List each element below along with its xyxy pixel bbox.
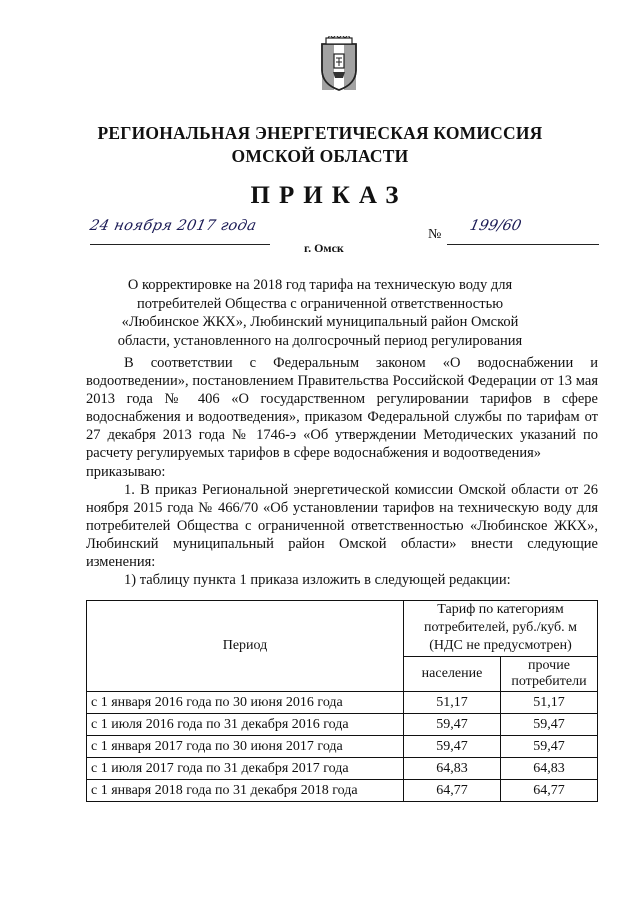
table-row — [87, 758, 598, 780]
document-type-title: ПРИКАЗ — [250, 182, 408, 209]
period-cell: с 1 января 2016 года по 30 июня 2016 года — [87, 692, 404, 714]
organization-name-line1: РЕГИОНАЛЬНАЯ ЭНЕРГЕТИЧЕСКАЯ КОМИССИЯ — [97, 123, 543, 143]
other-tariff-cell: 59,47 — [501, 736, 598, 758]
header-period: Период — [87, 601, 404, 692]
number-sign: № — [428, 227, 442, 242]
population-tariff-cell: 51,17 — [404, 692, 501, 714]
handwritten-date: 24 ноября 2017 года — [88, 218, 258, 234]
clause-1-paragraph: 1. В приказ Региональной энергетической комиссии Омской области от 26 ноября 2015 года № 466/70 «Об установлении тарифов на техническую воду для потребителей Общества с ограниченной ответственностью «Любинское ЖКХ», Любинский муниципальный район Омской области» внести следующие изменения: — [86, 481, 598, 571]
population-tariff-cell: 59,47 — [404, 736, 501, 758]
coat-of-arms-emblem — [316, 36, 362, 92]
period-cell: с 1 января 2017 года по 30 июня 2017 года — [87, 736, 404, 758]
subject-line: О корректировке на 2018 год тарифа на техническую воду для — [127, 277, 513, 293]
organization-name-line2: ОМСКОЙ ОБЛАСТИ — [231, 146, 409, 166]
subject-line: области, установленного на долгосрочный период регулирования — [117, 332, 523, 349]
handwritten-order-number: 199/60 — [468, 218, 523, 234]
table-row — [87, 780, 598, 802]
preamble-paragraph: В соответствии с Федеральным законом «О водоснабжении и водоотведении», постановлением Правительства Российской Федерации от 13 мая 2013 года № 406 «О государственном регулировании тарифов в сфере водоснабжения и водоотведения», приказом Федеральной службы по тарифам от 27 декабря 2013 года № 1746-э «Об утверждении Методических указаний по расчету регулируемых тарифов в сфере водоснабжения и водоотведения» — [86, 355, 598, 462]
other-tariff-cell: 64,83 — [501, 758, 598, 780]
population-tariff-cell: 64,77 — [404, 780, 501, 802]
order-body — [86, 354, 598, 589]
subject-line: потребителей Общества с ограниченной ответственностью — [136, 295, 504, 312]
other-tariff-cell: 51,17 — [501, 692, 598, 714]
table-row — [87, 736, 598, 758]
subclause-1-paragraph: 1) таблицу пункта 1 приказа изложить в следующей редакции: — [124, 572, 511, 589]
other-tariff-cell: 59,47 — [501, 714, 598, 736]
period-cell: с 1 января 2018 года по 31 декабря 2018 года — [87, 780, 404, 802]
period-cell: с 1 июля 2016 года по 31 декабря 2016 года — [87, 714, 404, 736]
table-row — [87, 714, 598, 736]
other-tariff-cell: 64,77 — [501, 780, 598, 802]
header-population: население — [404, 656, 501, 691]
city-label: г. Омск — [304, 241, 344, 255]
tariff-table — [86, 600, 598, 802]
population-tariff-cell: 59,47 — [404, 714, 501, 736]
population-tariff-cell: 64,83 — [404, 758, 501, 780]
subject-line: «Любинское ЖКХ», Любинский муниципальный район Омской — [121, 314, 519, 330]
order-subject — [60, 276, 580, 350]
header-tariff: Тариф по категориям потребителей, руб./куб. м (НДС не предусмотрен) — [404, 601, 598, 657]
period-cell: с 1 июля 2017 года по 31 декабря 2017 года — [87, 758, 404, 780]
order-word: приказываю: — [86, 463, 166, 480]
table-row — [87, 692, 598, 714]
header-other-consumers: прочие потребители — [501, 656, 598, 691]
